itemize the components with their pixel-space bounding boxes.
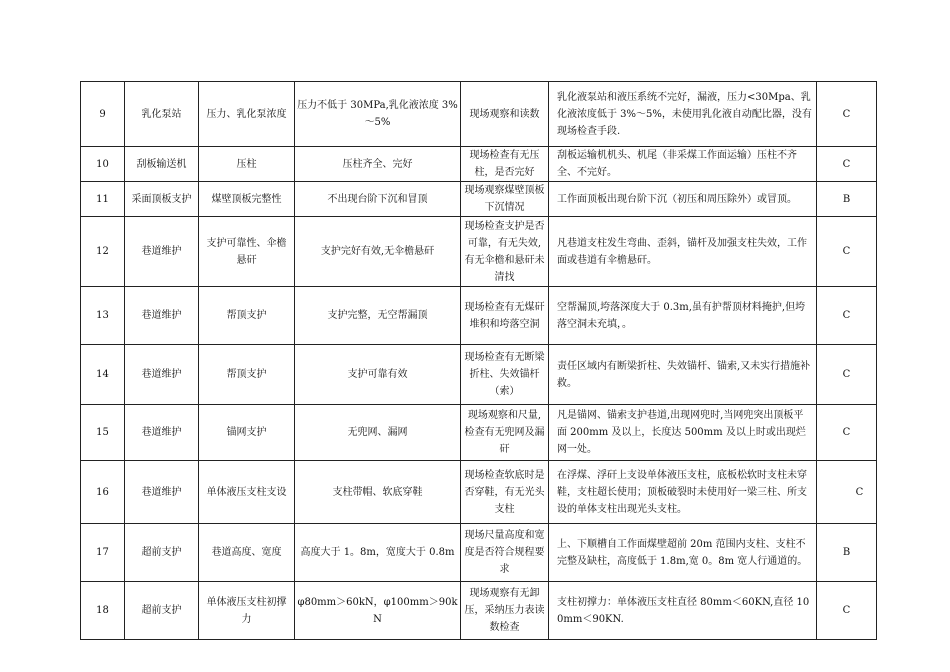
check-standard: 支护完好有效,无伞檐悬矸	[295, 217, 461, 287]
check-content: 锚网支护	[199, 405, 295, 461]
hazard-grade: C	[817, 147, 877, 182]
grading-criteria: 上、下顺槽自工作面煤壁超前 20m 范围内支柱、支柱不完整及缺柱，高度低于 1.8m,宽 0。8m 宽人行通道的。	[549, 524, 817, 582]
check-method: 现场观察和尺量,检查有无兜网及漏矸	[461, 405, 549, 461]
grading-criteria: 工作面顶板出现台阶下沉（初压和周压除外）或冒顶。	[549, 182, 817, 217]
grading-criteria: 凡巷道支柱发生弯曲、歪斜，锚杆及加强支柱失效，工作面或巷道有伞檐悬矸。	[549, 217, 817, 287]
check-standard: 压力不低于 30MPa,乳化液浓度 3%～5%	[295, 82, 461, 147]
table-row	[81, 182, 877, 217]
check-item: 巷道维护	[125, 461, 199, 524]
check-standard: 支护完整，无空帮漏顶	[295, 287, 461, 345]
hazard-grade: C	[817, 82, 877, 147]
hazard-grade-value: C	[855, 486, 864, 498]
check-standard: 不出现台阶下沉和冒顶	[295, 182, 461, 217]
hazard-grade: C	[817, 345, 877, 405]
grading-criteria: 空帮漏顶,垮落深度大于 0.3m,虽有护帮顶材料掩护,但垮落空洞未充填，。	[549, 287, 817, 345]
check-content: 压柱	[199, 147, 295, 182]
row-number: 11	[81, 182, 125, 217]
hazard-grade: B	[817, 182, 877, 217]
check-method: 现场检查有无压柱，是否完好	[461, 147, 549, 182]
table-row	[81, 582, 877, 640]
check-item: 采面顶板支护	[125, 182, 199, 217]
check-item: 乳化泵站	[125, 82, 199, 147]
check-method: 现场尺量高度和宽度是否符合规程要求	[461, 524, 549, 582]
row-number: 12	[81, 217, 125, 287]
row-number: 14	[81, 345, 125, 405]
check-item: 巷道维护	[125, 405, 199, 461]
check-item: 超前支护	[125, 582, 199, 640]
row-number: 10	[81, 147, 125, 182]
grading-criteria: 在浮煤、浮矸上支设单体液压支柱，底板松软时支柱未穿鞋，支柱超长使用；顶板破裂时未使用好一梁三柱、所支设的单体支柱出现光头支柱。	[549, 461, 817, 524]
check-content: 压力、乳化泵浓度	[199, 82, 295, 147]
check-standard: 无兜网、漏网	[295, 405, 461, 461]
grading-criteria: 乳化液泵站和液压系统不完好，漏液，压力<30Mpa、乳化液浓度低于 3%～5%，未使用乳化液自动配比器，没有现场检查手段.	[549, 82, 817, 147]
hazard-grade: C	[817, 287, 877, 345]
grading-criteria: 刮板运输机机头、机尾（非采煤工作面运输）压柱不齐全、不完好。	[549, 147, 817, 182]
check-content: 帮顶支护	[199, 287, 295, 345]
check-content: 支护可靠性、伞檐悬矸	[199, 217, 295, 287]
check-method: 现场检查支护是否可靠，有无失效,有无伞檐和悬矸未清找	[461, 217, 549, 287]
hazard-grade	[817, 461, 877, 524]
check-standard: 支护可靠有效	[295, 345, 461, 405]
row-number: 18	[81, 582, 125, 640]
check-method: 现场检查有无煤矸堆积和垮落空洞	[461, 287, 549, 345]
check-content: 单体液压支柱支设	[199, 461, 295, 524]
table-row	[81, 461, 877, 524]
check-item: 巷道维护	[125, 287, 199, 345]
check-standard: 支柱带帽、软底穿鞋	[295, 461, 461, 524]
check-content: 煤壁顶板完整性	[199, 182, 295, 217]
check-standard: φ80mm＞60kN，φ100mm＞90kN	[295, 582, 461, 640]
table-row	[81, 345, 877, 405]
check-method: 现场观察煤壁顶板下沉情况	[461, 182, 549, 217]
table-row	[81, 217, 877, 287]
check-method: 现场观察有无卸压，采纳压力表读数检查	[461, 582, 549, 640]
check-method: 现场检查有无断梁折柱、失效锚杆（索）	[461, 345, 549, 405]
check-standard: 压柱齐全、完好	[295, 147, 461, 182]
check-method: 现场检查软底时是否穿鞋，有无光头支柱	[461, 461, 549, 524]
check-item: 巷道维护	[125, 345, 199, 405]
grading-criteria: 凡是锚网、锚索支护巷道,出现网兜时,当网兜突出顶板平面 200mm 及以上，长度达 500mm 及以上时或出现烂网一处。	[549, 405, 817, 461]
row-number: 16	[81, 461, 125, 524]
check-content: 帮顶支护	[199, 345, 295, 405]
row-number: 17	[81, 524, 125, 582]
row-number: 15	[81, 405, 125, 461]
check-content: 巷道高度、宽度	[199, 524, 295, 582]
row-number: 9	[81, 82, 125, 147]
check-standard: 高度大于 1。8m，宽度大于 0.8m	[295, 524, 461, 582]
hazard-grade: C	[817, 405, 877, 461]
hazard-grade: C	[817, 582, 877, 640]
table-row	[81, 82, 877, 147]
table-row	[81, 147, 877, 182]
inspection-table	[80, 81, 877, 640]
check-item: 巷道维护	[125, 217, 199, 287]
check-method: 现场观察和读数	[461, 82, 549, 147]
table-row	[81, 524, 877, 582]
table-row	[81, 287, 877, 345]
grading-criteria: 责任区域内有断梁折柱、失效锚杆、锚索,又未实行措施补救。	[549, 345, 817, 405]
row-number: 13	[81, 287, 125, 345]
hazard-grade: B	[817, 524, 877, 582]
check-content: 单体液压支柱初撑力	[199, 582, 295, 640]
check-item: 超前支护	[125, 524, 199, 582]
check-item: 刮板输送机	[125, 147, 199, 182]
table-row	[81, 405, 877, 461]
grading-criteria: 支柱初撑力：单体液压支柱直径 80mm＜60KN,直径 100mm＜90KN.	[549, 582, 817, 640]
hazard-grade: C	[817, 217, 877, 287]
